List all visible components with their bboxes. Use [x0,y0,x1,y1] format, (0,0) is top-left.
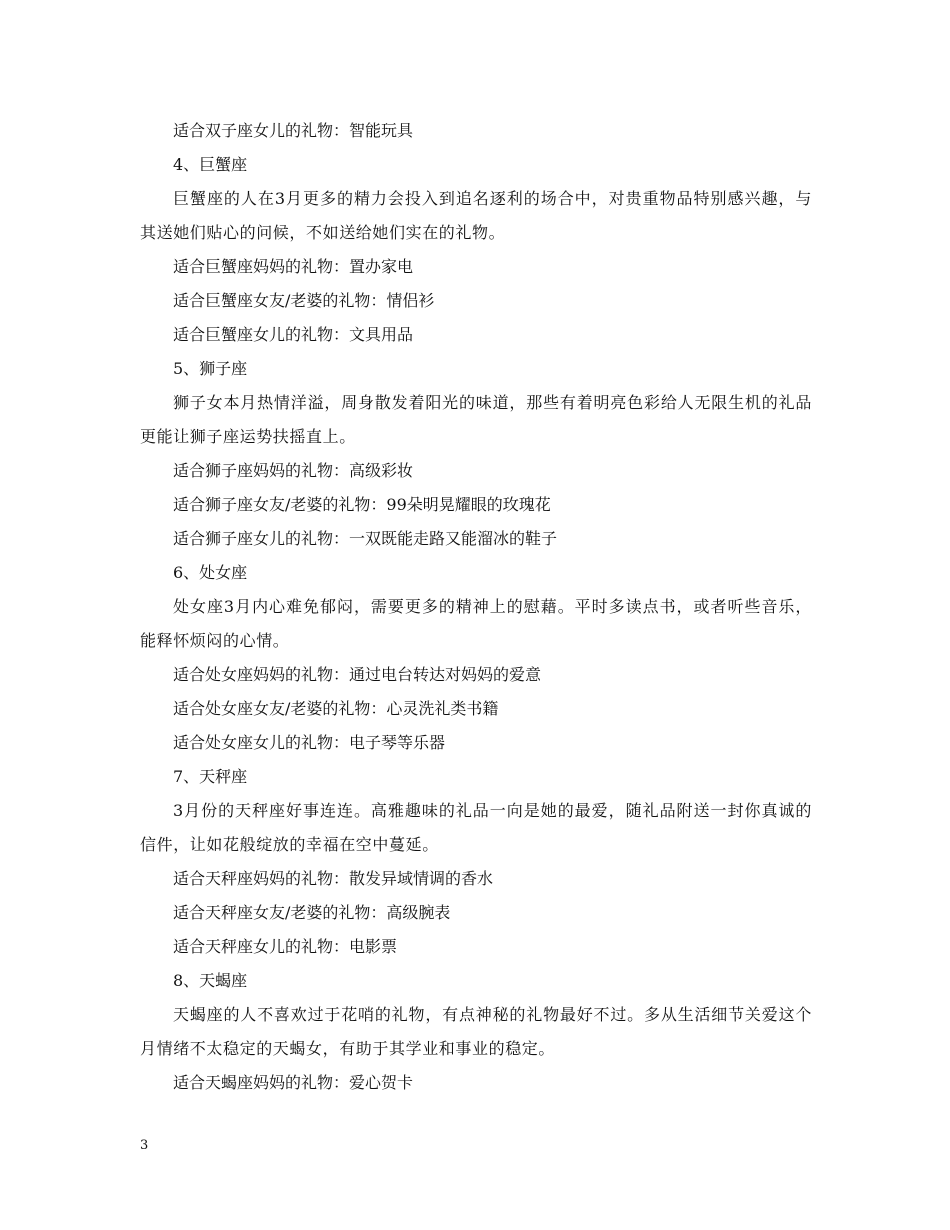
section-heading-virgo: 6、处女座 [173,563,248,582]
gift-line: 适合狮子座女儿的礼物：一双既能走路又能溜冰的鞋子 [173,529,558,548]
gift-line: 适合狮子座妈妈的礼物：高级彩妆 [173,461,414,480]
paragraph-virgo: 处女座3月内心难免郁闷，需要更多的精神上的慰藉。平时多读点书，或者听些音乐，能释怀烦闷的心情。 [140,597,812,650]
paragraph-libra: 3月份的天秤座好事连连。高雅趣味的礼品一向是她的最爱，随礼品附送一封你真诚的信件，让如花般绽放的幸福在空中蔓延。 [140,801,812,854]
section-heading-libra: 7、天秤座 [173,767,248,786]
paragraph-scorpio: 天蝎座的人不喜欢过于花哨的礼物，有点神秘的礼物最好不过。多从生活细节关爱这个月情绪不太稳定的天蝎女，有助于其学业和事业的稳定。 [140,1005,812,1058]
section-heading-cancer: 4、巨蟹座 [173,155,248,174]
gift-line: 适合天蝎座妈妈的礼物：爱心贺卡 [173,1073,414,1092]
section-heading-scorpio: 8、天蝎座 [173,971,248,990]
gift-line: 适合天秤座妈妈的礼物：散发异域情调的香水 [173,869,494,888]
paragraph-cancer: 巨蟹座的人在3月更多的精力会投入到追名逐利的场合中，对贵重物品特别感兴趣，与其送她们贴心的问候，不如送给她们实在的礼物。 [140,189,812,242]
gift-line: 适合天秤座女儿的礼物：电影票 [173,937,398,956]
gift-line: 适合巨蟹座女友/老婆的礼物：情侣衫 [173,291,435,310]
gift-line: 适合处女座妈妈的礼物：通过电台转达对妈妈的爱意 [173,665,542,684]
gift-line: 适合狮子座女友/老婆的礼物：99朵明晃耀眼的玫瑰花 [173,495,551,514]
section-heading-leo: 5、狮子座 [173,359,248,378]
page-number: 3 [140,1138,149,1153]
gift-line: 适合天秤座女友/老婆的礼物：高级腕表 [173,903,451,922]
gift-line: 适合双子座女儿的礼物：智能玩具 [173,121,414,140]
gift-line: 适合处女座女儿的礼物：电子琴等乐器 [173,733,446,752]
gift-line: 适合巨蟹座女儿的礼物：文具用品 [173,325,414,344]
paragraph-leo: 狮子女本月热情洋溢，周身散发着阳光的味道，那些有着明亮色彩给人无限生机的礼品更能让狮子座运势扶摇直上。 [140,393,812,446]
gift-line: 适合巨蟹座妈妈的礼物：置办家电 [173,257,414,276]
page-body [140,114,812,1100]
gift-line: 适合处女座女友/老婆的礼物：心灵洗礼类书籍 [173,699,499,718]
